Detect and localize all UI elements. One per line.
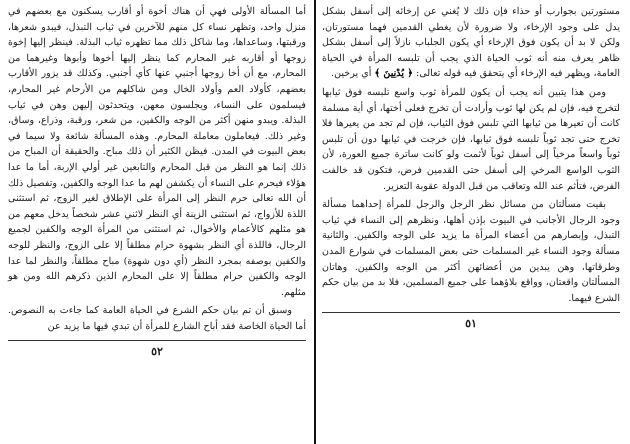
footer-rule — [8, 340, 306, 341]
right-page — [322, 4, 620, 440]
page-number-left: ٥٢ — [151, 345, 163, 359]
left-page — [8, 4, 306, 440]
left-paragraph-1: أما المسألة الأولى فهي أن هناك أخوة أو أقارب يسكنون مع بعضهم في منزل واحد، وتظهر نساء كل منهم للآخرين في ثياب التبذل، فيبدو شعرها، ورقبتها، وساعداها، وما شاكل ذلك مما تظهره ثياب البذلة. فينظر إليها إخوة زوجها أو أقاربه غير المحارم كما ينظر إليها أخوها وأبوها وغيرهما من المحارم، مع أن أخا زوجها أجنبي عنها كأي أجنبي. وكذلك قد يزور الأقارب بعضهم، كأولاد العم وأولاد الخال ومن شاكلهم من الأرحام غير المحارم، فيسلمون على النساء، ويجلسون معهن، ويتحدثون إليهن وهن في ثياب البذلة. ويبدو منهن أكثر من الوجه والكفين، من شعر، ورقبة، وذراع، وساق، وغير ذلك. فيعاملون معاملة المحارم. وهذه المسألة شائعة ولا سيما في بعض البيوت في المدن. فيظن الكثير أن ذلك مباح. والحقيقة أن المباح من ذلك إنما هو النظر من قبل المحارم والتابعين غير أولي الإربة، أما ما عدا هؤلاء فيحرم على النساء أن يكشفن لهم ما عدا الوجه والكفين، وتفصيل ذلك أن الله تعالى حرم النظر إلى المرأة على الإطلاق لغير الزوج، ثم استثنى اللذة للأزواج، ثم استثنى الزينة أي النظر لاثني عشر شخصاً يدخل معهم من هو مثلهم كالأعمام والأخوال، ثم استثنى من المرأة الوجه والكفين لجميع الرجال، فاللذة أي النظر بشهوة حرام مطلقاً إلا على الزوج، والنظر للوجه والكفين بوصفه بمجرد النظر (أي دون شهوة) مباح مطلقاً، والنظر لما عدا الوجه والكفين حرام مطلقاً إلا على المحارم الذين ذكرهم الله ومن هو مثلهم. — [8, 6, 306, 298]
footer-rule-right — [322, 312, 620, 313]
right-paragraph-2: ومن هذا يتبين أنه يجب أن يكون للمرأة ثوب واسع تلبسه فوق ثيابها لتخرج فيه، فإن لم يكن لها ثوب وأرادت أن تخرج فعلى أختها، أي أية مسلمة كانت أن تعيرها من ثيابها التي تلبس فوق الثياب، فإن لم تجد من يعيرها فلا تخرج حتى تجد ثوباً تلبسه فوق ثيابها، فإن خرجت في ثيابها دون أن تلبس ثوباً واسعاً مرخياً إلى أسفل ثوباً لأثمت ولو كانت ساترة جميع العورة، لأن الثوب الواسع المرخي إلى أسفل حتى القدمين فرض، فتكون قد خالفت الفرض، فتأثم عند الله وتعاقب من قبل الدولة عقوبة التعزير. — [322, 86, 620, 192]
page-divider — [314, 0, 316, 444]
right-paragraph-1 — [322, 4, 620, 82]
right-paragraph-1-text: مستورتين بجوارب أو حذاء فإن ذلك لا يُغني عن إرخائه إلى أسفل بشكل يدل على وجود الإرخاء، ولا ضرورة لأن يغطي القدمين فهما مستورتان، ولكن لا بد أن يكون فوق الإرخاء أي يكون الجلباب نازلاً إلى أسفل بشكل ظاهر يعرف منه أنه ثوب الحياة الذي يجب أن تلبسه المرأة في الحياة العامة، ويظهر فيه الإرخاء أي يتحقق فيه قوله تعالى: — [322, 6, 620, 80]
quran-quote: ﴿ يُدْنِينَ ﴾ — [374, 68, 413, 80]
page-number-right: ٥١ — [465, 317, 477, 331]
right-paragraph-1-tail: أي يرخين. — [331, 68, 372, 80]
left-paragraph-2: وسبق أن تم بيان حكم الشرع في الحياة العامة كما جاءت به النصوص. أما الحياة الخاصة فقد أباح الشارع للمرأة أن تبدي فيها ما يزيد عن — [8, 305, 306, 332]
right-paragraph-3: بقيت مسألتان من مسائل نظر الرجل والرجل للمرأة إحداهما مسألة وجود الرجال الأجانب في البيوت بإذن أهلها، ونظرهم إلى النساء في ثياب التبذل، وإبصارهم من أعضاء المرأة ما يزيد على الوجه والكفين. والثانية مسألة وجود النساء غير المسلمات حتى بعض المسلمات في شوارع المدن وطرقاتها، وهن يبدين من أعضائهن أكثر من الوجه والكفين. وهاتان المسألتان واقعتان، وواقع بلاؤهما على جميع المسلمين، فلا بد من بيان حكم الشرع فيهما. — [322, 199, 620, 304]
